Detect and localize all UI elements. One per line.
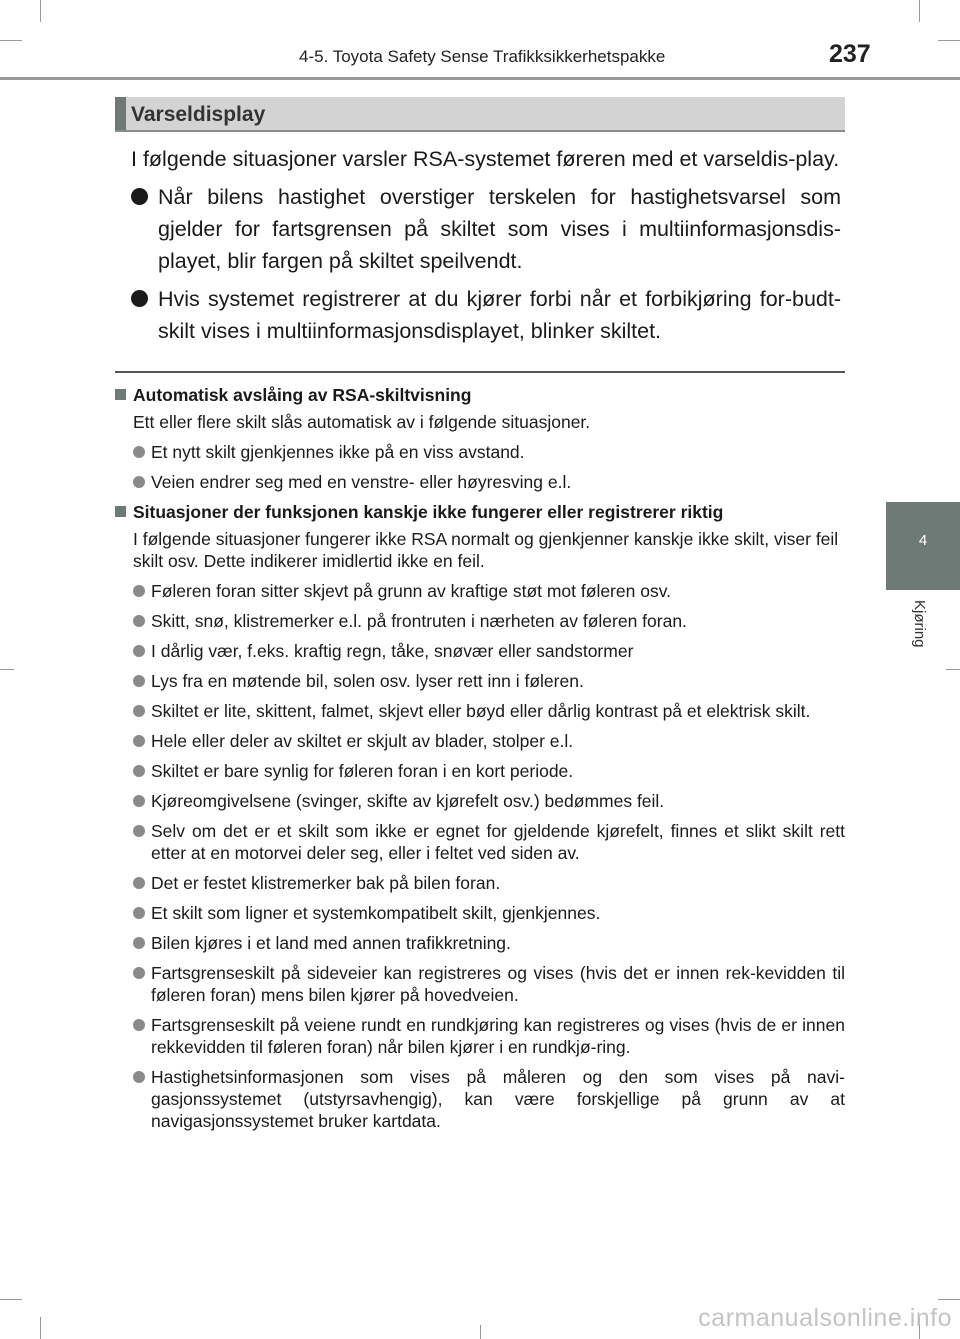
note-bullet-text: Kjøreomgivelsene (svinger, skifte av kjørefelt osv.) bedømmes feil. (151, 791, 665, 811)
note-bullet-text: Bilen kjøres i et land med annen trafikkretning. (151, 933, 511, 953)
note-bullet-text: Et skilt som ligner et systemkompatibelt skilt, gjenkjennes. (151, 903, 601, 923)
bullet-dot-icon (133, 615, 145, 627)
note-bullet (115, 760, 845, 782)
note-intro: I følgende situasjoner fungerer ikke RSA normalt og gjenkjenner kanskje ikke skilt, viser feil skilt osv. Dette indikerer imidlertid ikke en feil. (133, 529, 839, 571)
watermark[interactable]: carmanualsonline.info (698, 1304, 952, 1332)
bullet-dot-icon (133, 476, 145, 488)
bullet-dot-icon (131, 188, 148, 205)
note-bullet (115, 471, 845, 493)
note-bullet (115, 790, 845, 812)
crop-mark (938, 40, 960, 41)
section-header-bar (115, 97, 126, 130)
bullet-dot-icon (133, 705, 145, 717)
notes-section (115, 381, 845, 1140)
note-bullet (115, 820, 845, 864)
note-bullet (115, 441, 845, 463)
main-content (131, 143, 841, 353)
note-intro: Ett eller flere skilt slås automatisk av i følgende situasjoner. (133, 412, 591, 432)
crop-mark (946, 669, 960, 670)
note-bullet (115, 610, 845, 632)
bullet-dot-icon (133, 877, 145, 889)
note-bullet-text: Fartsgrenseskilt på sideveier kan registreres og vises (hvis det er innen rek-kevidden til føleren foran) mens bilen kjører på hovedveien. (151, 963, 845, 1005)
bullet-dot-icon (133, 765, 145, 777)
note-heading (115, 501, 845, 523)
crop-mark (938, 1299, 960, 1300)
note-bullet (115, 580, 845, 602)
note-bullet-text: Et nytt skilt gjenkjennes ikke på en viss avstand. (151, 442, 525, 462)
note-bullet-text: Selv om det er et skilt som ikke er egnet for gjeldende kjørefelt, finnes et slikt skilt rett etter at en motorvei deler seg, eller i feltet ved siden av. (151, 821, 845, 863)
note-bullet-text: Skitt, snø, klistremerker e.l. på frontruten i nærheten av føleren foran. (151, 611, 687, 631)
crop-mark (40, 1317, 41, 1339)
section-header (115, 97, 845, 132)
bullet-dot-icon (131, 290, 148, 307)
note-bullet-text: Skiltet er lite, skittent, falmet, skjevt eller bøyd eller dårlig kontrast på et elektrisk skilt. (151, 701, 811, 721)
header-rule (0, 77, 960, 80)
main-intro: I følgende situasjoner varsler RSA-systemet føreren med et varseldis-play. (131, 147, 840, 171)
note-heading-text: Automatisk avslåing av RSA-skiltvisning (133, 385, 472, 405)
bullet-dot-icon (133, 795, 145, 807)
note-bullet (115, 962, 845, 1006)
note-bullet-text: Veien endrer seg med en venstre- eller høyresving e.l. (151, 472, 572, 492)
note-bullet-text: Hastighetsinformasjonen som vises på måleren og den som vises på navi-gasjonssystemet (utstyrsavhengig), kan være forskjellige på grunn av at navigasjonssystemet bruker kartdata. (151, 1067, 845, 1131)
square-bullet-icon (115, 506, 126, 517)
bullet-dot-icon (133, 1019, 145, 1031)
bullet-dot-icon (133, 735, 145, 747)
page-number: 237 (829, 40, 871, 68)
crop-mark (0, 669, 14, 670)
square-bullet-icon (115, 389, 126, 400)
note-heading (115, 384, 845, 406)
note-bullet (115, 872, 845, 894)
bullet-dot-icon (133, 446, 145, 458)
note-bullet (115, 1014, 845, 1058)
bullet-dot-icon (133, 675, 145, 687)
bullet-dot-icon (133, 1071, 145, 1083)
main-bullet (131, 181, 841, 277)
crop-mark (0, 40, 22, 41)
bullet-dot-icon (133, 585, 145, 597)
note-bullet (115, 640, 845, 662)
note-bullet (115, 700, 845, 722)
note-bullet-text: Lys fra en møtende bil, solen osv. lyser rett inn i føleren. (151, 671, 584, 691)
main-bullet (131, 283, 841, 347)
crop-mark (0, 1299, 22, 1300)
bullet-dot-icon (133, 645, 145, 657)
crop-mark (919, 0, 920, 22)
bullet-dot-icon (133, 937, 145, 949)
note-bullet-text: Føleren foran sitter skjevt på grunn av kraftige støt mot føleren osv. (151, 581, 672, 601)
note-bullet-text: Det er festet klistremerker bak på bilen foran. (151, 873, 501, 893)
note-bullet-text: Fartsgrenseskilt på veiene rundt en rundkjøring kan registreres og vises (hvis de er innen rekkevidden til føleren foran) når bilen kjører i en rundkjø-ring. (151, 1015, 845, 1057)
crop-mark (480, 1325, 481, 1339)
main-bullet-text: Hvis systemet registrerer at du kjører forbi når et forbikjøring for-budt-skilt vises i multiinformasjonsdisplayet, blinker skiltet. (158, 287, 841, 343)
chapter-number: 4 (918, 532, 928, 549)
note-bullet (115, 902, 845, 924)
note-bullet (115, 730, 845, 752)
bullet-dot-icon (133, 825, 145, 837)
note-bullet (115, 1066, 845, 1132)
note-bullet (115, 670, 845, 692)
section-title: Varseldisplay (131, 103, 266, 126)
main-bullet-text: Når bilens hastighet overstiger terskelen for hastighetsvarsel som gjelder for fartsgrensen på skiltet som vises i multiinformasjonsdis-playet, blir fargen på skiltet speilvendt. (158, 185, 841, 273)
note-bullet (115, 932, 845, 954)
crop-mark (40, 0, 41, 22)
chapter-tab (886, 502, 960, 590)
header-section-title: 4-5. Toyota Safety Sense Trafikksikkerhetspakke (299, 47, 666, 66)
note-heading-text: Situasjoner der funksjonen kanskje ikke fungerer eller registrerer riktig (133, 502, 724, 522)
section-divider (115, 371, 845, 373)
note-bullet-text: Skiltet er bare synlig for føleren foran i en kort periode. (151, 761, 574, 781)
chapter-label: Kjøring (911, 600, 928, 648)
bullet-dot-icon (133, 907, 145, 919)
note-bullet-text: I dårlig vær, f.eks. kraftig regn, tåke, snøvær eller sandstormer (151, 641, 634, 661)
bullet-dot-icon (133, 967, 145, 979)
note-bullet-text: Hele eller deler av skiltet er skjult av blader, stolper e.l. (151, 731, 574, 751)
